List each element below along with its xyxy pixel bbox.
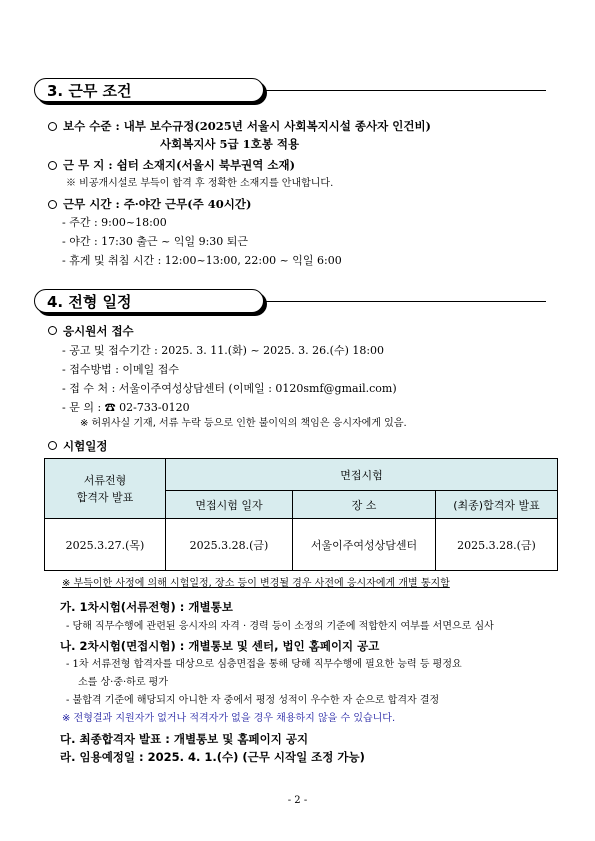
bullet-circle-icon [48, 326, 57, 335]
pay-label: 보수 수준 : 내부 보수규정(2025년 서울시 사회복지시설 종사자 인건비) [63, 119, 431, 133]
bullet-circle-icon [48, 441, 57, 450]
apply-place: - 접 수 처 : 서울이주여성상담센터 (이메일 : 0120smf@gmail.com) [62, 382, 397, 395]
hours-item-day: - 주간 : 9:00~18:00 [62, 216, 167, 229]
pay-item [48, 118, 431, 134]
exam-item [48, 438, 107, 454]
hours-item-night: - 야간 : 17:30 출근 ~ 익일 9:30 퇴근 [62, 235, 249, 248]
th-doc-result: 서류전형 합격자 발표 [45, 459, 166, 519]
td-final-result: 2025.3.28.(금) [436, 519, 558, 571]
step-d: 라. 임용예정일 : 2025. 4. 1.(수) (근무 시작일 조정 가능) [60, 750, 365, 764]
th-final-result: (최종)합격자 발표 [436, 491, 558, 519]
bullet-circle-icon [48, 200, 57, 209]
step-a: 가. 1차시험(서류전형) : 개별통보 [60, 600, 233, 614]
page-number: - 2 - [287, 795, 308, 806]
step-b-desc-2: 소를 상·중·하로 평가 [78, 677, 168, 688]
step-b-desc-3: - 불합격 기준에 해당되지 아니한 자 중에서 평정 성적이 우수한 자 순으로 합격자 결정 [66, 695, 440, 706]
th-interview: 면접시험 [166, 459, 558, 491]
td-doc-result: 2025.3.27.(목) [45, 519, 166, 571]
apply-period: - 공고 및 접수기간 : 2025. 3. 11.(화) ~ 2025. 3. 26.(수) 18:00 [62, 344, 385, 357]
td-interview-date: 2025.3.28.(금) [166, 519, 293, 571]
hours-item-rest: - 휴게 및 취침 시간 : 12:00~13:00, 22:00 ~ 익일 6:00 [62, 254, 342, 267]
apply-label: 응시원서 접수 [63, 324, 134, 338]
section-4-rule [264, 301, 546, 302]
th-interview-date: 면접시험 일자 [166, 491, 293, 519]
section-4-title: 4. 전형 일정 [34, 289, 264, 313]
bullet-circle-icon [48, 161, 57, 170]
section-3-rule [264, 90, 546, 91]
bullet-circle-icon [48, 122, 57, 131]
apply-note: ※ 허위사실 기재, 서류 누락 등으로 인한 불이익의 책임은 응시자에게 있음. [80, 418, 407, 429]
step-b-desc-1: - 1차 서류전형 합격자를 대상으로 심층면접을 통해 당해 직무수행에 필요한 능력 등 평정요 [66, 659, 462, 670]
table-note: ※ 부득이한 사정에 의해 시험일정, 장소 등이 변경될 경우 사전에 응시자에게 개별 통지함 [62, 578, 450, 589]
location-note: ※ 비공개시설로 부득이 합격 후 정확한 소재지를 안내합니다. [66, 178, 334, 189]
step-b: 나. 2차시험(면접시험) : 개별통보 및 센터, 법인 홈페이지 공고 [60, 639, 380, 653]
step-b-note: ※ 전형결과 지원자가 없거나 적격자가 없을 경우 채용하지 않을 수 있습니다. [62, 713, 396, 724]
exam-label: 시험일정 [63, 439, 108, 453]
td-place: 서울이주여성상담센터 [293, 519, 436, 571]
step-a-desc: - 당해 직무수행에 관련된 응시자의 자격 · 경력 등이 소정의 기준에 적합한지 여부를 서면으로 심사 [66, 621, 494, 632]
apply-contact: - 문 의 : ☎ 02-733-0120 [62, 401, 190, 414]
pay-line-2: 사회복지사 5급 1호봉 적용 [160, 137, 300, 151]
hours-label: 근무 시간 : 주·야간 근무(주 40시간) [63, 197, 252, 211]
exam-schedule-table [44, 458, 558, 571]
step-c: 다. 최종합격자 발표 : 개별통보 및 홈페이지 공지 [60, 732, 309, 746]
th-place: 장 소 [293, 491, 436, 519]
apply-item [48, 323, 134, 339]
hours-item [48, 196, 251, 212]
section-3-title: 3. 근무 조건 [34, 78, 264, 102]
location-label: 근 무 지 : 쉼터 소재지(서울시 북부권역 소재) [63, 158, 296, 172]
location-item [48, 157, 295, 173]
apply-method: - 접수방법 : 이메일 접수 [62, 363, 180, 376]
